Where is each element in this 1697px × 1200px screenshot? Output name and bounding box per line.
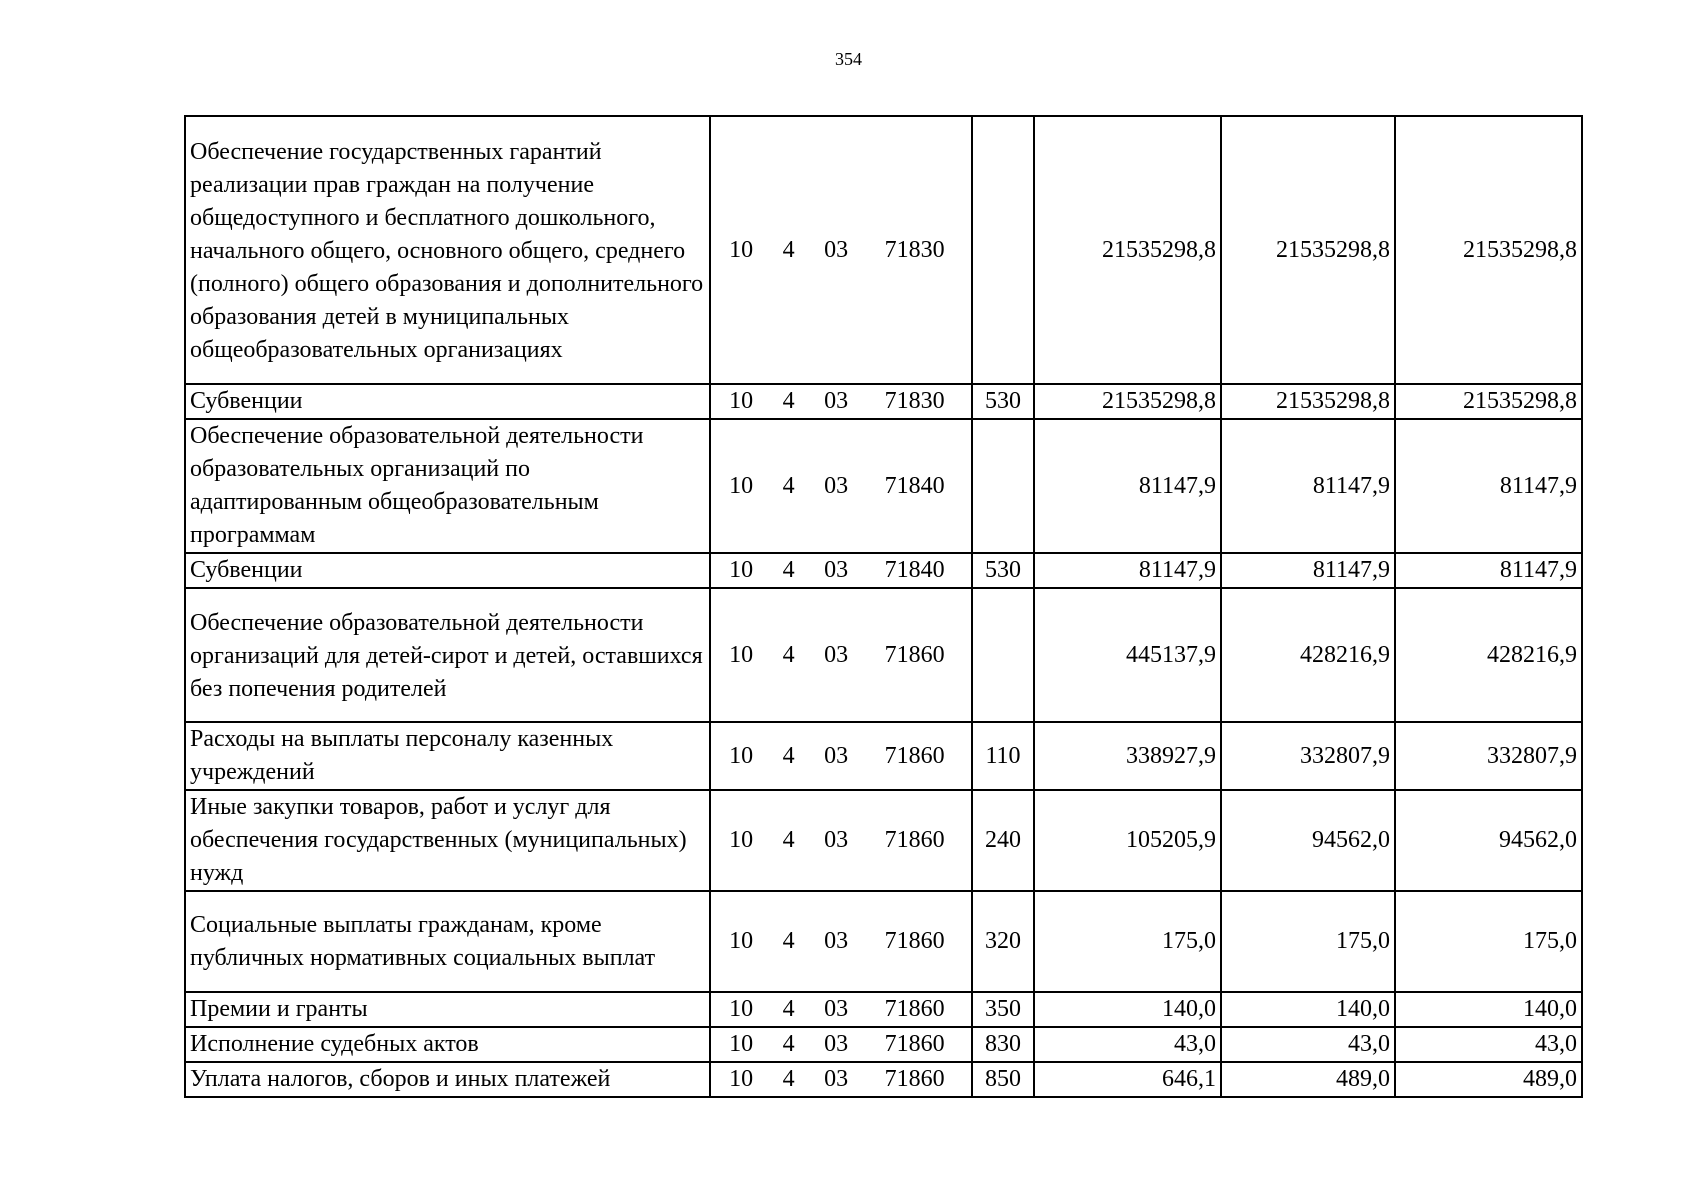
page-number: 354 bbox=[835, 49, 862, 69]
row-sum-3: 489,0 bbox=[1395, 1062, 1582, 1097]
code-subsection: 4 bbox=[782, 388, 795, 414]
row-sum-3: 94562,0 bbox=[1395, 790, 1582, 891]
row-expense-type: 350 bbox=[972, 992, 1034, 1027]
row-sum-2: 21535298,8 bbox=[1221, 384, 1395, 419]
row-sum-3: 428216,9 bbox=[1395, 588, 1582, 722]
code-section: 10 bbox=[729, 742, 754, 769]
row-sum-2: 43,0 bbox=[1221, 1027, 1395, 1062]
row-sum-2: 81147,9 bbox=[1221, 553, 1395, 588]
row-codes bbox=[710, 588, 972, 722]
row-sum-1: 81147,9 bbox=[1034, 419, 1221, 553]
code-subsection: 4 bbox=[782, 1031, 795, 1057]
row-sum-1: 646,1 bbox=[1034, 1062, 1221, 1097]
code-section: 10 bbox=[729, 388, 754, 414]
row-sum-3: 332807,9 bbox=[1395, 722, 1582, 790]
code-direction: 71830 bbox=[884, 388, 945, 414]
row-sum-3: 21535298,8 bbox=[1395, 384, 1582, 419]
code-subsection: 4 bbox=[782, 996, 795, 1022]
code-direction: 71860 bbox=[884, 641, 945, 668]
code-direction: 71860 bbox=[884, 1031, 945, 1057]
row-expense-type: 110 bbox=[972, 722, 1034, 790]
code-direction: 71860 bbox=[884, 742, 945, 769]
row-sum-3: 140,0 bbox=[1395, 992, 1582, 1027]
row-codes bbox=[710, 992, 972, 1027]
row-sum-1: 43,0 bbox=[1034, 1027, 1221, 1062]
row-expense-type: 320 bbox=[972, 891, 1034, 992]
code-program: 03 bbox=[824, 928, 849, 954]
row-name: Субвенции bbox=[185, 384, 710, 419]
row-name: Обеспечение образовательной деятельности образовательных организаций по адаптированным общеобразовательным программам bbox=[185, 419, 710, 553]
row-expense-type bbox=[972, 419, 1034, 553]
row-sum-1: 445137,9 bbox=[1034, 588, 1221, 722]
code-section: 10 bbox=[729, 236, 754, 263]
code-subsection: 4 bbox=[782, 827, 795, 853]
row-expense-type: 830 bbox=[972, 1027, 1034, 1062]
row-codes bbox=[710, 116, 972, 384]
row-sum-3: 81147,9 bbox=[1395, 553, 1582, 588]
code-section: 10 bbox=[729, 827, 754, 853]
table-row bbox=[185, 116, 1582, 384]
code-program: 03 bbox=[824, 388, 849, 414]
row-sum-3: 175,0 bbox=[1395, 891, 1582, 992]
row-sum-2: 94562,0 bbox=[1221, 790, 1395, 891]
table-row bbox=[185, 588, 1582, 722]
code-program: 03 bbox=[824, 1031, 849, 1057]
row-name: Иные закупки товаров, работ и услуг для обеспечения государственных (муниципальных) нужд bbox=[185, 790, 710, 891]
row-expense-type: 530 bbox=[972, 553, 1034, 588]
row-sum-2: 332807,9 bbox=[1221, 722, 1395, 790]
code-subsection: 4 bbox=[782, 742, 795, 769]
row-name: Уплата налогов, сборов и иных платежей bbox=[185, 1062, 710, 1097]
row-name: Социальные выплаты гражданам, кроме публичных нормативных социальных выплат bbox=[185, 891, 710, 992]
code-program: 03 bbox=[824, 996, 849, 1022]
table-row bbox=[185, 722, 1582, 790]
row-codes bbox=[710, 419, 972, 553]
row-name: Обеспечение образовательной деятельности организаций для детей-сирот и детей, оставшихся без попечения родителей bbox=[185, 588, 710, 722]
code-program: 03 bbox=[824, 742, 849, 769]
code-direction: 71830 bbox=[884, 236, 945, 263]
row-expense-type bbox=[972, 588, 1034, 722]
row-name: Премии и гранты bbox=[185, 992, 710, 1027]
row-name: Субвенции bbox=[185, 553, 710, 588]
table-row bbox=[185, 992, 1582, 1027]
table-row bbox=[185, 553, 1582, 588]
row-codes bbox=[710, 553, 972, 588]
row-sum-1: 140,0 bbox=[1034, 992, 1221, 1027]
row-sum-2: 428216,9 bbox=[1221, 588, 1395, 722]
table-row bbox=[185, 419, 1582, 553]
code-section: 10 bbox=[729, 472, 754, 499]
code-section: 10 bbox=[729, 1031, 754, 1057]
row-sum-1: 175,0 bbox=[1034, 891, 1221, 992]
code-section: 10 bbox=[729, 1066, 754, 1092]
code-section: 10 bbox=[729, 996, 754, 1022]
row-name: Обеспечение государственных гарантий реализации прав граждан на получение общедоступного и бесплатного дошкольного, начального общего, основного общего, среднего (полного) общего образования и дополнительного образования детей в муниципальных общеобразовательных организациях bbox=[185, 116, 710, 384]
table-row bbox=[185, 1062, 1582, 1097]
code-direction: 71860 bbox=[884, 928, 945, 954]
row-name: Расходы на выплаты персоналу казенных учреждений bbox=[185, 722, 710, 790]
code-subsection: 4 bbox=[782, 928, 795, 954]
row-sum-1: 21535298,8 bbox=[1034, 116, 1221, 384]
code-section: 10 bbox=[729, 641, 754, 668]
code-section: 10 bbox=[729, 928, 754, 954]
code-subsection: 4 bbox=[782, 557, 795, 583]
table-row bbox=[185, 891, 1582, 992]
row-expense-type bbox=[972, 116, 1034, 384]
code-program: 03 bbox=[824, 641, 849, 668]
code-direction: 71840 bbox=[884, 472, 945, 499]
row-sum-3: 43,0 bbox=[1395, 1027, 1582, 1062]
row-codes bbox=[710, 722, 972, 790]
row-expense-type: 850 bbox=[972, 1062, 1034, 1097]
row-expense-type: 240 bbox=[972, 790, 1034, 891]
code-direction: 71840 bbox=[884, 557, 945, 583]
code-direction: 71860 bbox=[884, 827, 945, 853]
code-program: 03 bbox=[824, 236, 849, 263]
row-codes bbox=[710, 891, 972, 992]
table-row bbox=[185, 790, 1582, 891]
code-subsection: 4 bbox=[782, 641, 795, 668]
table-row bbox=[185, 1027, 1582, 1062]
code-program: 03 bbox=[824, 472, 849, 499]
row-sum-1: 338927,9 bbox=[1034, 722, 1221, 790]
row-expense-type: 530 bbox=[972, 384, 1034, 419]
code-subsection: 4 bbox=[782, 472, 795, 499]
row-codes bbox=[710, 384, 972, 419]
row-sum-2: 489,0 bbox=[1221, 1062, 1395, 1097]
row-codes bbox=[710, 790, 972, 891]
row-codes bbox=[710, 1027, 972, 1062]
row-sum-3: 81147,9 bbox=[1395, 419, 1582, 553]
code-program: 03 bbox=[824, 557, 849, 583]
code-subsection: 4 bbox=[782, 1066, 795, 1092]
row-sum-1: 105205,9 bbox=[1034, 790, 1221, 891]
row-sum-2: 81147,9 bbox=[1221, 419, 1395, 553]
table-row bbox=[185, 384, 1582, 419]
row-sum-3: 21535298,8 bbox=[1395, 116, 1582, 384]
code-direction: 71860 bbox=[884, 1066, 945, 1092]
budget-table bbox=[184, 115, 1583, 1098]
row-sum-1: 81147,9 bbox=[1034, 553, 1221, 588]
code-subsection: 4 bbox=[782, 236, 795, 263]
row-codes bbox=[710, 1062, 972, 1097]
code-program: 03 bbox=[824, 827, 849, 853]
row-sum-2: 140,0 bbox=[1221, 992, 1395, 1027]
row-sum-2: 175,0 bbox=[1221, 891, 1395, 992]
code-direction: 71860 bbox=[884, 996, 945, 1022]
row-sum-1: 21535298,8 bbox=[1034, 384, 1221, 419]
code-program: 03 bbox=[824, 1066, 849, 1092]
row-name: Исполнение судебных актов bbox=[185, 1027, 710, 1062]
row-sum-2: 21535298,8 bbox=[1221, 116, 1395, 384]
code-section: 10 bbox=[729, 557, 754, 583]
